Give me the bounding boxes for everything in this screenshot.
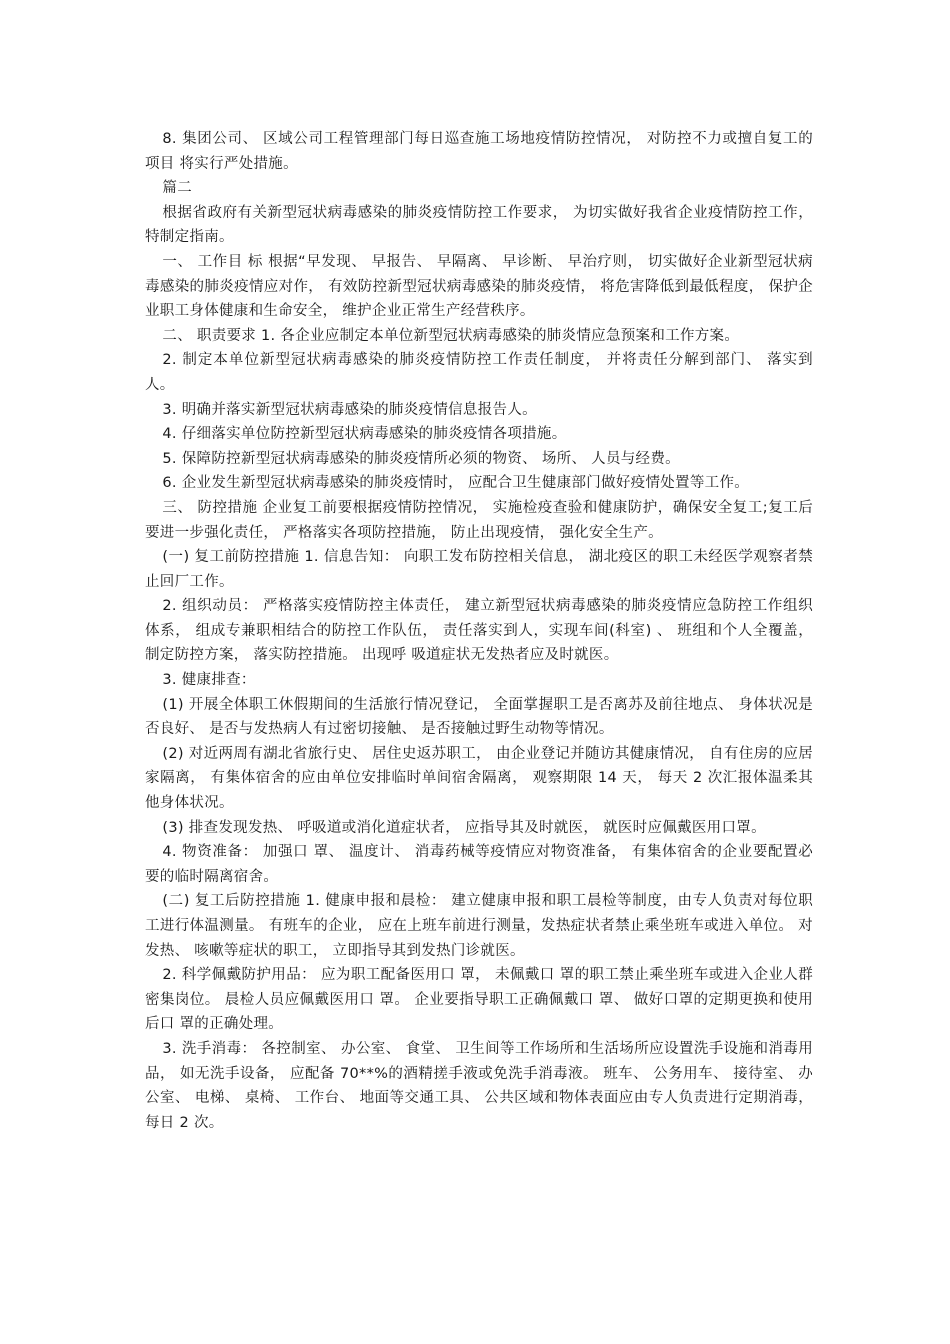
paragraph-post-return-2: 2. 科学佩戴防护用品： 应为职工配备医用口 罩， 未佩戴口 罩的职工禁止乘坐班车或进入企业人群密集岗位。 晨检人员应佩戴医用口 罩。 企业要指导职工正确佩戴口 罩、 做好口罩的定期更换和使用后口 罩的正确处理。 (145, 967, 813, 1033)
paragraph-responsibility-3: 3. 明确并落实新型冠状病毒感染的肺炎疫情信息报告人。 (162, 401, 537, 418)
paragraph-responsibility-2: 2. 制定本单位新型冠状病毒感染的肺炎疫情防控工作责任制度， 并将责任分解到部门、 落实到人。 (145, 352, 813, 393)
paragraph-item-8: 8. 集团公司、 区域公司工程管理部门每日巡查施工场地疫情防控情况， 对防控不力或擅自复工的项目 将实行严处措施。 (145, 131, 813, 172)
paragraph-health-check-2: (2) 对近两周有湖北省旅行史、 居住史返苏职工， 由企业登记并随访其健康情况， 自有住房的应居家隔离， 有集体宿舍的应由单位安排临时单间宿舍隔离， 观察期限 14 天， 每天 2 次汇报体温柔其他身体状况。 (145, 745, 813, 812)
paragraph-health-check-1: (1) 开展全体职工休假期间的生活旅行情况登记， 全面掌握职工是否离苏及前往地点、 身体状况是否良好、 是否与发热病人有过密切接触、 是否接触过野生动物等情况。 (145, 696, 813, 738)
paragraph-post-return-1: (二) 复工后防控措施 1. 健康申报和晨检： 建立健康申报和职工晨检等制度，由专人负责对每位职工进行体温测量。 有班车的企业， 应在上班车前进行测量，发热症状者禁止乘坐班车或进入单位。 对发热、 咳嗽等症状的职工， 立即指导其到发热门诊就医。 (145, 893, 813, 959)
paragraph-responsibility-5: 5. 保障防控新型冠状病毒感染的肺炎疫情所必须的物资、 场所、 人员与经费。 (162, 450, 680, 467)
paragraph-responsibility-4: 4. 仔细落实单位防控新型冠状病毒感染的肺炎疫情各项措施。 (162, 426, 567, 443)
paragraph-health-check-3: (3) 排查发现发热、 呼吸道或消化道症状者， 应指导其及时就医， 就医时应佩戴医用口罩。 (162, 819, 766, 836)
document-body (145, 127, 813, 1135)
paragraph-work-goal: 一、 工作目 标 根据“早发现、 早报告、 早隔离、 早诊断、 早治疗则， 切实做好企业新型冠状病毒感染的肺炎疫情应对作， 有效防控新型冠状病毒感染的肺炎疫情， 将危害降低到最低程度， 保护企业职工身体健康和生命安全， 维护企业正常生产经营秩序。 (145, 253, 813, 320)
paragraph-responsibility-6: 6. 企业发生新型冠状病毒感染的肺炎疫情时， 应配合卫生健康部门做好疫情处置等工作。 (162, 475, 750, 492)
paragraph-prevention-measures: 三、 防控措施 企业复工前要根据疫情防控情况， 实施检疫查验和健康防护，确保安全复工;复工后要进一步强化责任， 严格落实各项防控措施， 防止出现疫情， 强化安全生产。 (145, 499, 813, 541)
paragraph-pre-return-3: 3. 健康排查： (162, 672, 256, 689)
paragraph-responsibility-1: 二、 职责要求 1. 各企业应制定本单位新型冠状病毒感染的肺炎情应急预案和工作方案。 (162, 327, 740, 344)
paragraph-pre-return-2: 2. 组织动员： 严格落实疫情防控主体责任， 建立新型冠状病毒感染的肺炎疫情应急防控工作组织体系， 组成专兼职相结合的防控工作队伍， 责任落实到人，实现车间(科室) 、 班组和个人全覆盖， 制定防控方案， 落实防控措施。 出现呼 吸道症状无发热者应及时就医。 (145, 598, 813, 664)
section-title-part-two: 篇二 (162, 180, 192, 197)
paragraph-pre-return-4: 4. 物资准备： 加强口 罩、 温度计、 消毒药械等疫情应对物资准备， 有集体宿舍的企业要配置必要的临时隔离宿舍。 (145, 844, 813, 885)
paragraph-intro: 根据省政府有关新型冠状病毒感染的肺炎疫情防控工作要求， 为切实做好我省企业疫情防控工作， 特制定指南。 (145, 204, 813, 246)
paragraph-post-return-3: 3. 洗手消毒： 各控制室、 办公室、 食堂、 卫生间等工作场所和生活场所应设置洗手设施和消毒用品， 如无洗手设备， 应配备 70**%的酒精搓手液或免洗手消毒液。 班车、 公务用车、 接待室、 办公室、 电梯、 桌椅、 工作台、 地面等交通工具、 公共区域和物体表面应由专人负责进行定期消毒， 每日 2 次。 (145, 1040, 813, 1131)
paragraph-pre-return-1: (一) 复工前防控措施 1. 信息告知： 向职工发布防控相关信息， 湖北疫区的职工未经医学观察者禁止回厂工作。 (145, 549, 813, 590)
